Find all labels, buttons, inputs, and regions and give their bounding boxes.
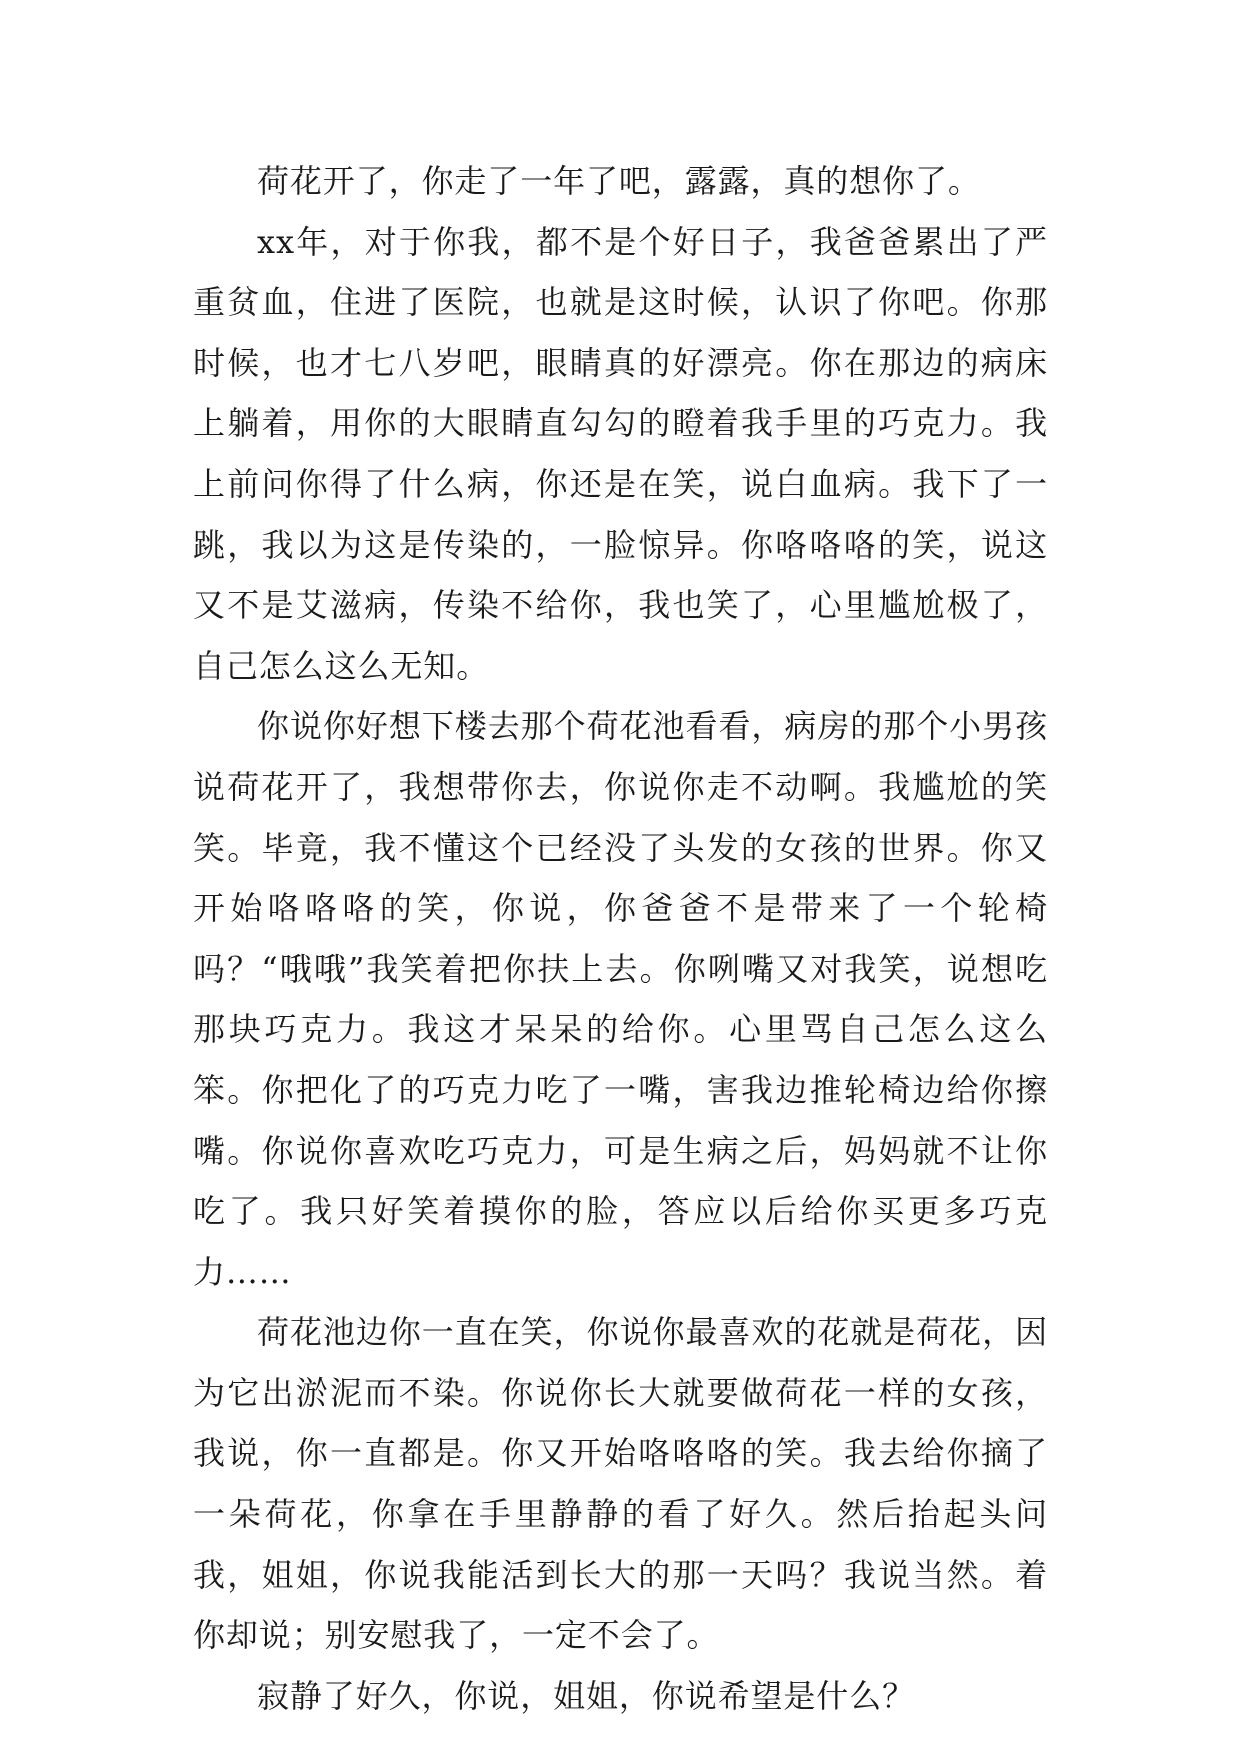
paragraph-5: 寂静了好久，你说，姐姐，你说希望是什么？ [257,1676,916,1715]
paragraph-4: 荷花池边你一直在笑，你说你最喜欢的花就是荷花，因为它出淤泥而不染。你说你长大就要做荷花一样的女孩，我说，你一直都是。你又开始咯咯咯的笑。我去给你摘了一朵荷花，你拿在手里静静的看了好久。然后抬起头问我，姐姐，你说我能活到长大的那一天吗？我说当然。着你却说；别安慰我了，一定不会了。 [193,1313,1048,1655]
paragraph-3: 你说你好想下楼去那个荷花池看看，病房的那个小男孩说荷花开了，我想带你去，你说你走不动啊。我尴尬的笑笑。毕竟，我不懂这个已经没了头发的女孩的世界。你又开始咯咯咯的笑，你说，你爸爸不是带来了一个轮椅吗？“哦哦”我笑着把你扶上去。你咧嘴又对我笑，说想吃那块巧克力。我这才呆呆的给你。心里骂自己怎么这么笨。你把化了的巧克力吃了一嘴，害我边推轮椅边给你擦嘴。你说你喜欢吃巧克力，可是生病之后，妈妈就不让你吃了。我只好笑着摸你的脸，答应以后给你买更多巧克力…… [193,707,1048,1291]
paragraph-2: xx年，对于你我，都不是个好日子，我爸爸累出了严重贫血，住进了医院，也就是这时候，认识了你吧。你那时候，也才七八岁吧，眼睛真的好漂亮。你在那边的病床上躺着，用你的大眼睛直勾勾的瞪着我手里的巧克力。我上前问你得了什么病，你还是在笑，说白血病。我下了一跳，我以为这是传染的，一脸惊异。你咯咯咯的笑，说这又不是艾滋病，传染不给你，我也笑了，心里尴尬极了，自己怎么这么无知。 [193,222,1048,685]
paragraph-1: 荷花开了，你走了一年了吧，露露，真的想你了。 [257,162,981,200]
